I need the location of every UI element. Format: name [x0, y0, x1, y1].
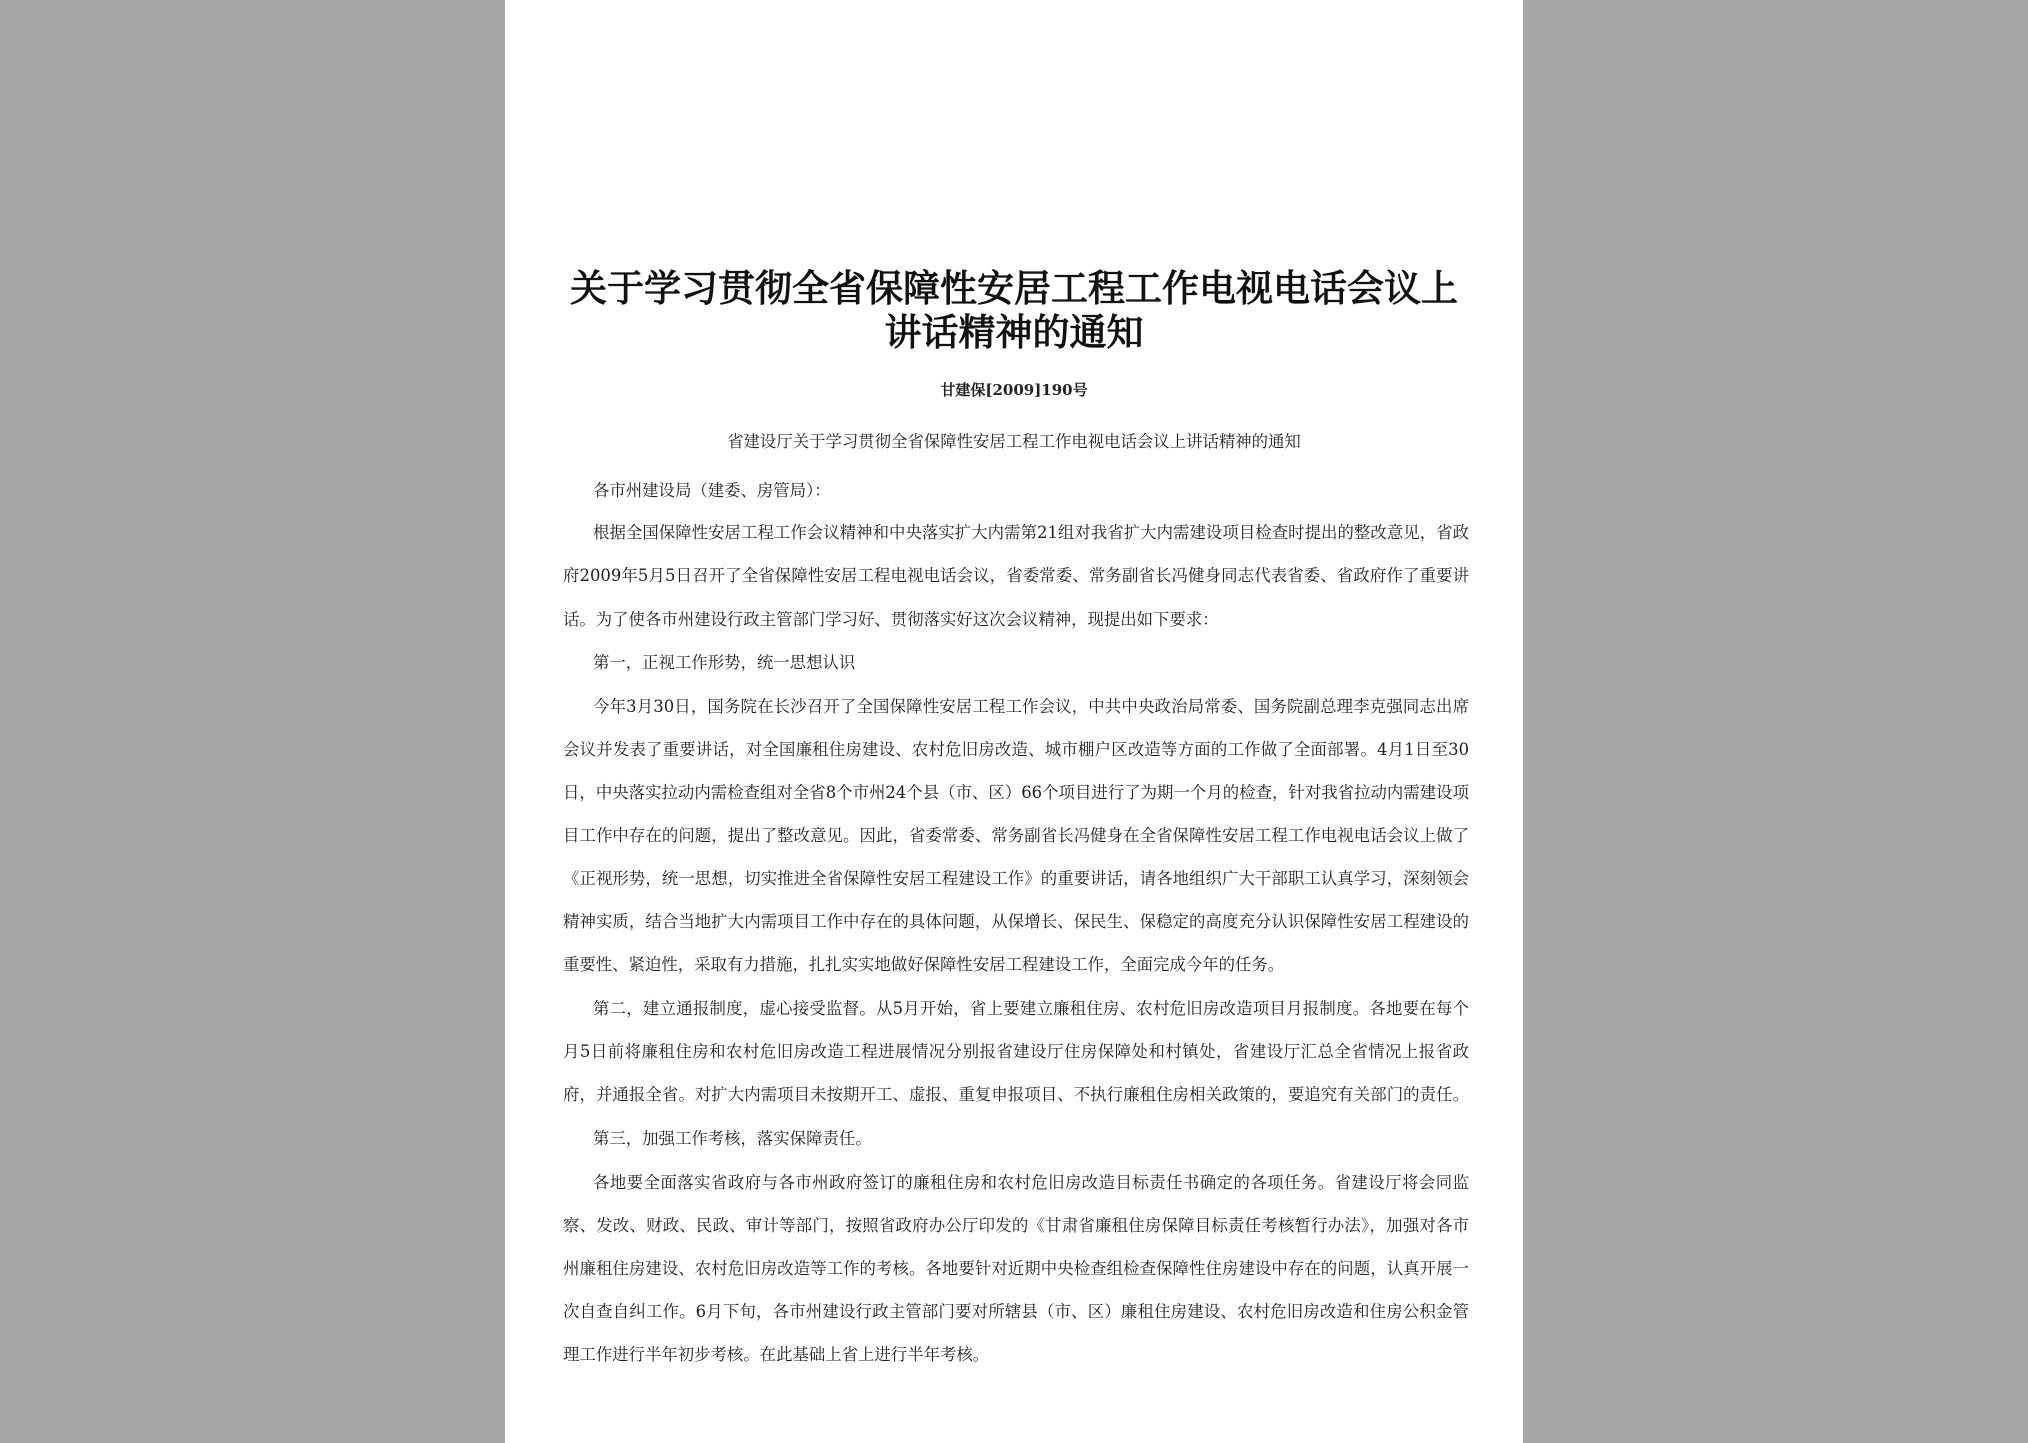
body-line: 今年3月30日，国务院在长沙召开了全国保障性安居工程工作会议，中共中央政治局常委、国务院副总理李克强同志出席: [593, 697, 1469, 716]
body-line: 各地要全面落实省政府与各市州政府签订的廉租住房和农村危旧房改造目标责任书确定的各项任务。省建设厅将会同监: [593, 1173, 1469, 1192]
body-line: 理工作进行半年初步考核。在此基础上省上进行半年考核。: [563, 1345, 990, 1364]
body-line: 《正视形势，统一思想，切实推进全省保障性安居工程建设工作》的重要讲话，请各地组织广大干部职工认真学习，深刻领会: [563, 869, 1469, 888]
addressee-line: 各市州建设局（建委、房管局）：: [593, 481, 831, 500]
body-line: 目工作中存在的问题，提出了整改意见。因此，省委常委、常务副省长冯健身在全省保障性安居工程工作电视电话会议上做了: [563, 826, 1469, 845]
section-heading: 第一，正视工作形势，统一思想认识: [593, 653, 856, 672]
body-line: 话。为了使各市州建设行政主管部门学习好、贯彻落实好这次会议精神，现提出如下要求：: [563, 610, 1219, 629]
body-line: 根据全国保障性安居工程工作会议精神和中央落实扩大内需第21组对我省扩大内需建设项目检查时提出的整改意见，省政: [593, 523, 1469, 542]
body-line: 日，中央落实拉动内需检查组对全省8个市州24个县（市、区）66个项目进行了为期一个月的检查，针对我省拉动内需建设项: [563, 783, 1469, 802]
document-title-line-2: 讲话精神的通知: [884, 311, 1144, 354]
body-line: 会议并发表了重要讲话，对全国廉租住房建设、农村危旧房改造、城市棚户区改造等方面的工作做了全面部署。4月1日至30: [563, 740, 1469, 759]
document-page: [505, 0, 1523, 1443]
body-line: 察、发改、财政、民政、审计等部门，按照省政府办公厅印发的《甘肃省廉租住房保障目标责任考核暂行办法》，加强对各市: [563, 1216, 1469, 1235]
body-line: 次自查自纠工作。6月下旬，各市州建设行政主管部门要对所辖县（市、区）廉租住房建设、农村危旧房改造和住房公积金管: [563, 1302, 1469, 1321]
body-line: 府，并通报全省。对扩大内需项目未按期开工、虚报、重复申报项目、不执行廉租住房相关政策的，要追究有关部门的责任。: [563, 1085, 1469, 1104]
body-line: 府2009年5月5日召开了全省保障性安居工程电视电话会议，省委常委、常务副省长冯健身同志代表省委、省政府作了重要讲: [563, 566, 1469, 585]
body-line: 精神实质，结合当地扩大内需项目工作中存在的具体问题，从保增长、保民生、保稳定的高度充分认识保障性安居工程建设的: [563, 912, 1469, 931]
document-subtitle: 省建设厅关于学习贯彻全省保障性安居工程工作电视电话会议上讲话精神的通知: [727, 432, 1301, 451]
body-line: 第二，建立通报制度，虚心接受监督。从5月开始，省上要建立廉租住房、农村危旧房改造项目月报制度。各地要在每个: [593, 999, 1469, 1018]
section-heading: 第三，加强工作考核，落实保障责任。: [593, 1129, 872, 1148]
document-number: 甘建保[2009]190号: [940, 381, 1088, 399]
document-title-line-1: 关于学习贯彻全省保障性安居工程工作电视电话会议上: [570, 267, 1458, 310]
body-line: 重要性、紧迫性，采取有力措施，扎扎实实地做好保障性安居工程建设工作，全面完成今年的任务。: [563, 955, 1285, 974]
body-line: 月5日前将廉租住房和农村危旧房改造工程进展情况分别报省建设厅住房保障处和村镇处，省建设厅汇总全省情况上报省政: [563, 1042, 1469, 1061]
body-line: 州廉租住房建设、农村危旧房改造等工作的考核。各地要针对近期中央检查组检查保障性住房建设中存在的问题，认真开展一: [563, 1259, 1469, 1278]
